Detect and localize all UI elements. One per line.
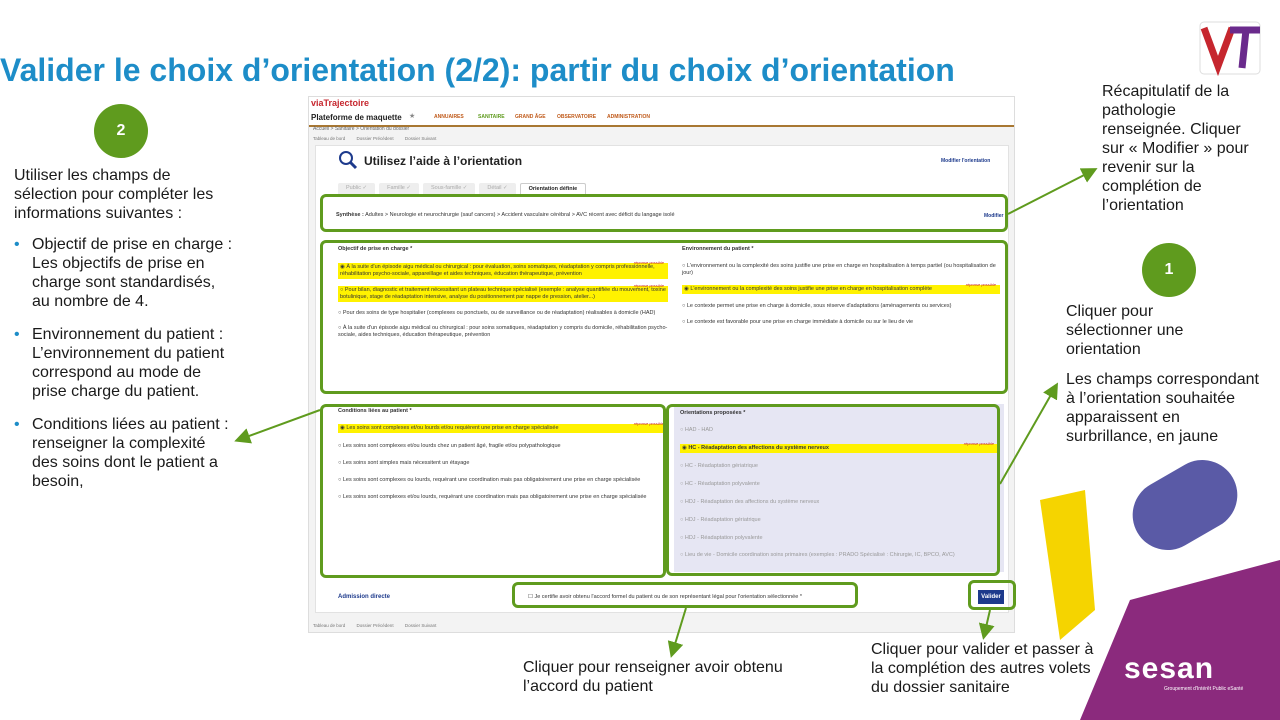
objectif-option-2[interactable]: réponse possible ○ Pour bilan, diagnostic et traitement nécessitant un plateau technique spécialisé (exemple : analyse quantifiée du mouvement, toxine botulinique, stage de réadaptation intensive, analyse du positionnement par nappe de pression, atelier...)	[338, 286, 668, 302]
breadcrumb: Accueil > Sanitaire > Orientation du dossier	[313, 126, 410, 132]
bullet-objectif: • Objectif de prise en charge : Les objectifs de prise en charge sont standardisés, au nombre de 4.	[14, 235, 234, 311]
slide-title: Valider le choix d’orientation (2/2): partir du choix d’orientation	[0, 52, 955, 88]
tab-famille[interactable]: Famille ✓	[379, 183, 419, 194]
orientations-label: Orientations proposées *	[680, 410, 746, 416]
environnement-option-2-text: L'environnement ou la complexité des soins justifie une prise en charge en hospitalisation complète	[690, 286, 932, 292]
possible-tag: réponse possible	[963, 441, 994, 446]
sesan-logo	[1124, 652, 1274, 702]
objectif-label: Objectif de prise en charge *	[338, 246, 413, 252]
objectif-option-1[interactable]: réponse possible ◉ À la suite d'un épisode aigu médical ou chirurgical : pour évaluation, soins somatiques, réadaptation y compris professionnelle, réhabilitation psycho-sociale, appareillage et aides techniques, éducation thérapeutique, prévention	[338, 263, 668, 279]
wizard-tabs	[338, 183, 586, 194]
app-topbar	[309, 97, 1014, 127]
possible-tag: réponse possible	[633, 283, 664, 288]
tab-detail[interactable]: Détail ✓	[479, 183, 515, 194]
conditions-option-2[interactable]: ○ Les soins sont complexes et/ou lourds chez un patient âgé, fragile et/ou polypathologique	[338, 443, 561, 449]
orientation-option-1-text: HAD - HAD	[684, 427, 713, 433]
bullet-conditions: • Conditions liées au patient : renseigner la complexité des soins dont le patient a besoin,	[14, 415, 234, 491]
step-2-badge: 2	[94, 104, 148, 158]
highlight-valider	[968, 580, 1016, 610]
objectif-option-3[interactable]: ○ Pour des soins de type hospitalier (complexes ou ponctuels, ou de surveillance ou de réadaptation) réalisables à domicile (HAD)	[338, 310, 656, 316]
environnement-option-2[interactable]: réponse possible ◉ L'environnement ou la complexité des soins justifie une prise en charge en hospitalisation complète	[682, 285, 1000, 294]
footer-prev[interactable]: Dossier Précédent	[356, 623, 394, 628]
app-footer-toolbar	[313, 623, 436, 628]
orientation-option-6[interactable]: ○ HDJ - Réadaptation gériatrique	[680, 517, 761, 523]
environnement-option-3-text: Le contexte permet une prise en charge à domicile, sous réserve d'adaptations (aménagements ou services)	[686, 303, 952, 309]
footer-next[interactable]: Dossier Suivant	[404, 623, 437, 628]
note-click-select: Cliquer pour sélectionner une orientation	[1066, 303, 1184, 358]
note-fields-highlight: Les champs correspondant à l’orientation souhaitée apparaissent en surbrillance, en jaune	[1066, 371, 1259, 445]
note-consent: Cliquer pour renseigner avoir obtenu l’accord du patient	[523, 659, 783, 695]
nav-administration[interactable]: ADMINISTRATION	[607, 114, 650, 120]
nav-observatoire[interactable]: OBSERVATOIRE	[557, 114, 597, 120]
step-1-badge: 1	[1142, 243, 1196, 297]
objectif-option-2-text: Pour bilan, diagnostic et traitement nécessitant un plateau technique spécialisé (exemple : analyse quantifiée du mouvement, toxine botulinique, stage de réadaptation intensive, analyse du positionnement par nappe de pression, atelier...)	[340, 287, 666, 300]
indigo-pill-shape	[1120, 447, 1250, 563]
bullet-environnement: • Environnement du patient : L’environnement du patient correspond au mode de prise charge du patient.	[14, 325, 234, 401]
sesan-subtitle: Groupement d'Intérêt Public eSanté	[1164, 686, 1244, 692]
possible-tag: réponse possible	[965, 282, 996, 287]
objectif-option-3-text: Pour des soins de type hospitalier (complexes ou ponctuels, ou de surveillance ou de réadaptation) réalisables à domicile (HAD)	[342, 310, 656, 316]
orientation-option-3[interactable]: ○ HC - Réadaptation gériatrique	[680, 463, 758, 469]
conditions-option-5-text: Les soins sont complexes et/ou lourds, requérant une coordination mais pas obligatoirement une prise en charge spécialisée	[342, 494, 647, 500]
possible-tag: réponse possible	[633, 421, 664, 426]
left-bullets	[14, 235, 234, 491]
footer-dashboard[interactable]: Tableau de bord	[313, 623, 346, 628]
toolbar-next[interactable]: Dossier Suivant	[404, 136, 437, 141]
consent-label: Je certifie avoir obtenu l'accord formel du patient ou de son représentant légal pour l'orientation sélectionnée *	[534, 594, 802, 600]
orientation-option-1[interactable]: ○ HAD - HAD	[680, 427, 713, 433]
conditions-option-3[interactable]: ○ Les soins sont simples mais nécessitent un étayage	[338, 460, 470, 466]
synthese-value: Adultes > Neurologie et neurochirurgie (sauf cancers) > Accident vasculaire cérébral > AVC récent avec déficit du langage isolé	[365, 212, 675, 218]
tab-orientation-definie[interactable]: Orientation définie	[520, 183, 587, 194]
orientation-option-3-text: HC - Réadaptation gériatrique	[684, 463, 758, 469]
orientation-option-5-text: HDJ - Réadaptation des affections du système nerveux	[684, 499, 820, 505]
conditions-option-1[interactable]: réponse possible ◉ Les soins sont complexes et/ou lourds et/ou requièrent une prise en charge spécialisée	[338, 424, 668, 433]
highlight-conditions	[320, 404, 666, 578]
conditions-option-1-text: Les soins sont complexes et/ou lourds et/ou requièrent une prise en charge spécialisée	[346, 425, 559, 431]
orientation-option-6-text: HDJ - Réadaptation gériatrique	[684, 517, 761, 523]
conditions-option-2-text: Les soins sont complexes et/ou lourds chez un patient âgé, fragile et/ou polypathologique	[342, 443, 561, 449]
platform-name: Plateforme de maquette	[311, 113, 402, 122]
note-validate: Cliquer pour valider et passer à la complétion des autres volets du dossier sanitaire	[871, 641, 1094, 696]
highlight-consent	[512, 582, 858, 608]
note-summary: Récapitulatif de la pathologie renseignée. Cliquer sur « Modifier » pour revenir sur la complétion de l’orientation	[1102, 83, 1249, 214]
tab-sous-famille[interactable]: Sous-famille ✓	[423, 183, 475, 194]
conditions-option-3-text: Les soins sont simples mais nécessitent un étayage	[342, 460, 470, 466]
tab-public[interactable]: Public ✓	[338, 183, 375, 194]
highlight-orientations	[666, 404, 1000, 576]
left-instructions	[14, 166, 234, 505]
objectif-option-1-text: À la suite d'un épisode aigu médical ou chirurgical : pour évaluation, soins somatiques, réadaptation y compris professionnelle, réhabilitation psycho-sociale, appareillage et aides techniques, éducation thérapeutique, prévention	[340, 264, 655, 277]
app-logo[interactable]: viaTrajectoire	[311, 98, 370, 108]
conditions-label: Conditions liées au patient *	[338, 408, 412, 414]
yellow-shape	[1040, 490, 1095, 640]
environnement-option-4[interactable]: ○ Le contexte est favorable pour une prise en charge immédiate à domicile ou sur le lieu de vie	[682, 319, 914, 325]
orientation-option-7-text: HDJ - Réadaptation polyvalente	[684, 535, 763, 541]
conditions-option-4-text: Les soins sont complexes ou lourds, requérant une coordination mais pas obligatoirement une prise en charge spécialisée	[342, 477, 641, 483]
conditions-option-5[interactable]: ○ Les soins sont complexes et/ou lourds, requérant une coordination mais pas obligatoirement une prise en charge spécialisée	[338, 494, 647, 500]
orientation-option-8[interactable]: ○ Lieu de vie - Domicile coordination soins primaires (exemples : PRADO Spécialisé : Chirurgie, IC, BPCO, AVC)	[680, 552, 955, 558]
orientation-option-2-text: HC - Réadaptation des affections du système nerveux	[688, 445, 829, 451]
conditions-option-4[interactable]: ○ Les soins sont complexes ou lourds, requérant une coordination mais pas obligatoirement une prise en charge spécialisée	[338, 477, 641, 483]
environnement-option-1[interactable]: ○ L'environnement ou la complexité des soins justifie une prise en charge en hospitalisation à temps partiel (ou hospitalisation de jour)	[682, 263, 996, 276]
nav-grand-age[interactable]: GRAND ÂGE	[515, 114, 546, 120]
vt-logo	[1196, 18, 1268, 80]
admission-directe-button[interactable]: Admission directe	[338, 594, 391, 600]
sesan-wordmark: sesan	[1124, 652, 1215, 685]
possible-tag: réponse possible	[633, 260, 664, 265]
synthese-label: Synthèse :	[336, 212, 364, 218]
consent-checkbox[interactable]: ☐ Je certifie avoir obtenu l'accord formel du patient ou de son représentant légal pour l'orientation sélectionnée *	[528, 594, 802, 600]
objectif-option-4-text: À la suite d'un épisode aigu médical ou chirurgical : pour soins somatiques, réadaptation y compris du domicile, réhabilitation psycho-sociale, aides techniques, éducation thérapeutique, prévention	[338, 325, 668, 338]
search-help-icon	[338, 150, 358, 170]
environnement-option-4-text: Le contexte est favorable pour une prise en charge immédiate à domicile ou sur le lieu de vie	[686, 319, 914, 325]
orientation-option-5[interactable]: ○ HDJ - Réadaptation des affections du système nerveux	[680, 499, 820, 505]
app-toolbar	[313, 136, 436, 141]
nav-sanitaire[interactable]: SANITAIRE	[478, 114, 505, 120]
nav-annuaires[interactable]: ANNUAIRES	[434, 114, 464, 120]
left-intro: Utiliser les champs de sélection pour compléter les informations suivantes :	[14, 167, 214, 222]
vt-logo-icon	[1196, 18, 1268, 80]
page-title: Utilisez l’aide à l’orientation	[364, 154, 523, 168]
modify-orientation-link[interactable]: Modifier l'orientation	[941, 158, 991, 164]
toolbar-dashboard[interactable]: Tableau de bord	[313, 136, 346, 141]
highlight-fields	[320, 240, 1008, 394]
home-icon[interactable]: ★	[409, 113, 416, 120]
orientation-option-4[interactable]: ○ HC - Réadaptation polyvalente	[680, 481, 760, 487]
environnement-label: Environnement du patient *	[682, 246, 754, 252]
orientation-option-4-text: HC - Réadaptation polyvalente	[684, 481, 760, 487]
environnement-option-3[interactable]: ○ Le contexte permet une prise en charge à domicile, sous réserve d'adaptations (aménagements ou services)	[682, 303, 952, 309]
valider-button[interactable]: Valider	[978, 590, 1004, 604]
objectif-option-4[interactable]: ○ À la suite d'un épisode aigu médical ou chirurgical : pour soins somatiques, réadaptation y compris du domicile, réhabilitation psycho-sociale, aides techniques, éducation thérapeutique, prévention	[338, 325, 668, 338]
orientation-option-8-text: Lieu de vie - Domicile coordination soins primaires (exemples : PRADO Spécialisé : Chirurgie, IC, BPCO, AVC)	[684, 552, 955, 558]
environnement-option-1-text: L'environnement ou la complexité des soins justifie une prise en charge en hospitalisation à temps partiel (ou hospitalisation de jour)	[682, 263, 996, 276]
toolbar-prev[interactable]: Dossier Précédent	[356, 136, 394, 141]
highlight-synthese	[320, 194, 1008, 232]
synthese-modifier-link[interactable]: Modifier	[984, 213, 1004, 219]
orientation-option-2[interactable]: réponse possible ◉ HC - Réadaptation des affections du système nerveux	[680, 444, 998, 453]
orientation-option-7[interactable]: ○ HDJ - Réadaptation polyvalente	[680, 535, 763, 541]
